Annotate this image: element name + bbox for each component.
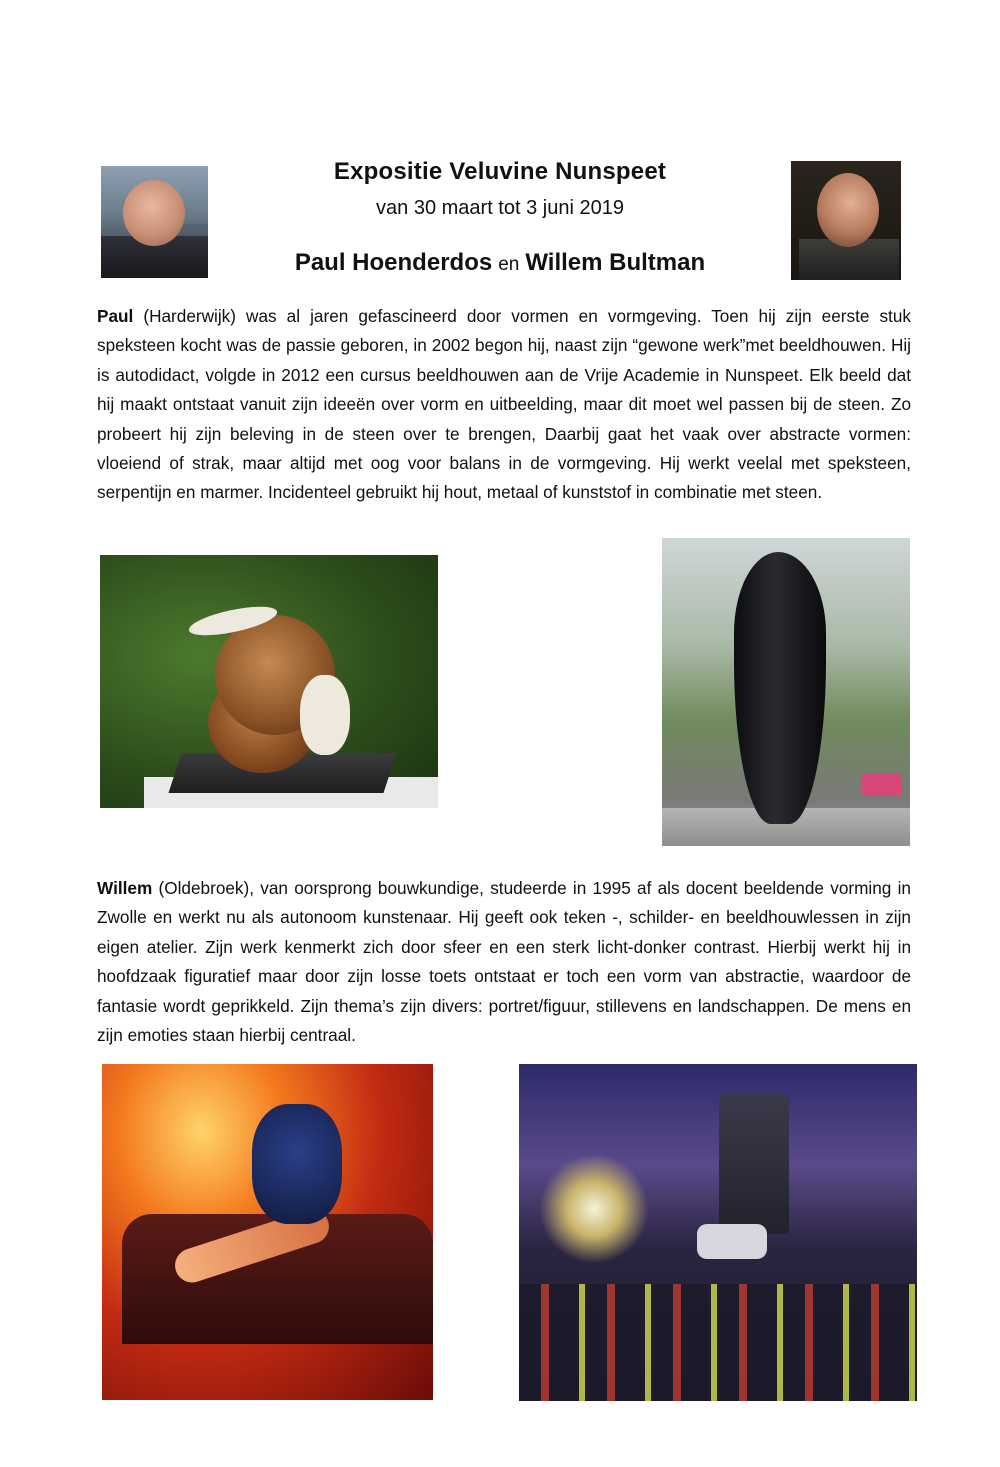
black-sculpture-form	[734, 552, 826, 824]
willem-bio-name: Willem	[97, 878, 153, 898]
artist-names	[230, 249, 770, 277]
portrait-head	[817, 173, 879, 247]
page-title: Expositie Veluvine Nunspeet	[333, 158, 667, 185]
paul-bio-name: Paul	[97, 306, 134, 326]
portrait-head	[123, 180, 185, 246]
artist-name-willem: Willem Bultman	[525, 249, 706, 276]
paul-bio-paragraph	[97, 302, 911, 508]
black-stone-sculpture-photo	[662, 538, 910, 846]
painting-tower	[719, 1094, 789, 1234]
wood-sculpture-photo	[100, 555, 438, 808]
painting-street-reflections	[519, 1284, 917, 1401]
exhibition-dates: van 30 maart tot 3 juni 2019	[376, 197, 624, 219]
willem-bio-paragraph	[97, 874, 911, 1050]
figure-painting	[102, 1064, 433, 1400]
paul-bio-text: (Harderwijk) was al jaren gefascineerd door vormen en vormgeving. Toen hij zijn eerste stuk speksteen kocht was de passie geboren, in 2002 begon hij, naast zijn “gewone werk”met beeldhouwen. Hij is autodidact, volgde in 2012 een cursus beeldhouwen aan de Vrije Academie in Nunspeet. Elk beeld dat hij maakt ontstaat vanuit zijn ideeën over vorm en uitbeelding, maar dit moet wel passen bij de steen. Zo probeert hij zijn beleving in de steen over te brengen, Daarbij gaat het vaak over abstracte vormen: vloeiend of strak, maar altijd met oog voor balans in de vormgeving. Hij werkt veelal met speksteen, serpentijn en marmer. Incidenteel gebruikt hij hout, metaal of kunststof in combinatie met steen.	[97, 306, 911, 503]
sculpture-white-stone	[300, 675, 350, 755]
painting-car	[697, 1224, 767, 1259]
portrait-willem-photo	[791, 161, 901, 280]
portrait-paul-photo	[101, 166, 208, 278]
willem-bio-text: (Oldebroek), van oorsprong bouwkundige, studeerde in 1995 af als docent beeldende vorming in Zwolle en werkt nu als autonoom kunstenaar. Hij geeft ook teken -, schilder- en beeldhouwlessen in zijn eigen atelier. Zijn werk kenmerkt zich door sfeer en een sterk licht-donker contrast. Hierbij werkt hij in hoofdzaak figuratief maar door zijn losse toets ontstaat er toch een vorm van abstractie, waardoor de fantasie wordt geprikkeld. Zijn thema’s zijn divers: portret/figuur, stillevens en landschappen. De mens en zijn emoties staan hierbij centraal.	[97, 878, 911, 1046]
artist-name-paul: Paul Hoenderdos	[294, 249, 493, 276]
city-street-painting	[519, 1064, 917, 1401]
flower-pots	[862, 774, 902, 796]
painting-figure	[252, 1104, 342, 1224]
painting-light-glow	[539, 1154, 649, 1264]
artist-conjunction: en	[498, 254, 520, 275]
